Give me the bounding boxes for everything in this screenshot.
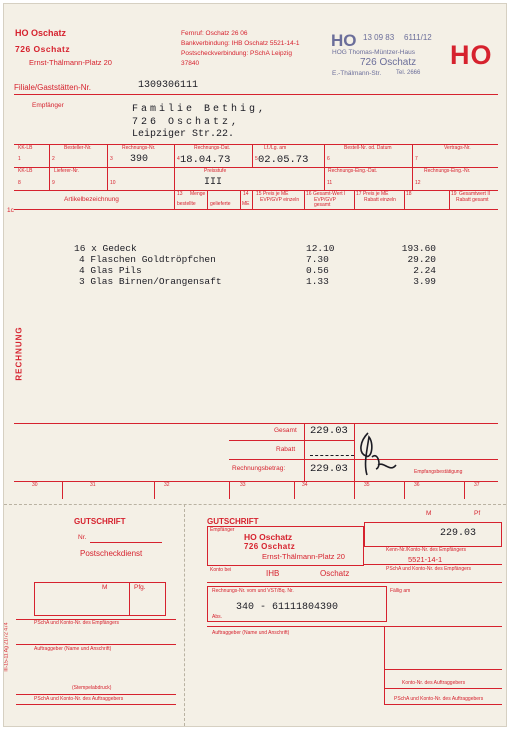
sender-name: HO Oschatz <box>15 28 67 38</box>
field-num-1: 1 <box>18 156 21 162</box>
credit-left-account: PSchA und Konto-Nr. des Empfängers <box>34 620 120 626</box>
strip-num-35: 35 <box>364 482 370 488</box>
strip-num-36: 36 <box>414 482 420 488</box>
field-num-19: 19 <box>451 191 457 197</box>
signature-mark <box>354 429 402 479</box>
item-unit-price: 12.10 <box>306 243 335 254</box>
recipient-line-2: 726 Oschatz, <box>132 116 241 128</box>
side-label-rechnung: RECHNUNG <box>14 326 24 381</box>
strip-num-31: 31 <box>90 482 96 488</box>
perforation-line <box>4 504 506 505</box>
col-preis-je-me: 15 Preis je ME <box>256 191 289 197</box>
stamp-phone: Tel. 2666 <box>396 70 421 76</box>
stamp-code: 6111/12 <box>404 33 432 42</box>
perforation-vertical <box>184 504 185 726</box>
credit-right-reference: 340 - 61111804390 <box>236 602 339 613</box>
table-row <box>74 276 436 287</box>
field-num-4: 4 <box>177 156 180 162</box>
col-bestellte: bestellte <box>177 201 196 207</box>
item-total: 193.60 <box>401 243 436 254</box>
credit-left-account2: PSchA und Konto-Nr. des Auftraggebers <box>34 696 124 702</box>
col-menge: Menge <box>190 191 206 197</box>
credit-right-empfaenger-label: Empfänger <box>210 527 235 533</box>
line-items-table <box>74 243 436 287</box>
field-vertrags-nr: Vertrags-Nr. <box>444 145 471 151</box>
col-gesamtwert-2: Gesamtwert II <box>459 191 491 197</box>
credit-right-konto-bei: Konto bei <box>210 567 232 573</box>
field-rechnung-nr: Rechnungs-Nr. <box>122 145 156 151</box>
field-num-6: 6 <box>327 156 330 162</box>
credit-right-konto-auftr: Konto-Nr. des Auftraggebers <box>402 680 466 686</box>
col-rabatt-einzeln: Rabatt einzeln <box>364 197 396 203</box>
item-total: 2.24 <box>413 265 436 276</box>
total-label: Gesamt <box>274 427 297 434</box>
recipient-label: Empfänger <box>32 102 64 109</box>
field-num-13: 13 <box>177 191 183 197</box>
invoice-date: 18.04.73 <box>180 154 231 166</box>
recipient-address <box>132 104 267 142</box>
field-num-11: 11 <box>327 180 333 186</box>
item-unit-price: 1.33 <box>306 276 329 287</box>
stamp-org: HOG Thomas-Müntzer-Haus <box>332 49 415 56</box>
credit-right-bank-city: Oschatz <box>320 569 350 578</box>
table-row <box>74 243 436 254</box>
item-total: 3.99 <box>413 276 436 287</box>
credit-left-nr-label: Nr. <box>78 534 87 541</box>
col-evp-gesamt: EVP/GVP gesamt <box>314 197 336 208</box>
item-unit-price: 7.30 <box>306 254 329 265</box>
strip-num-34: 34 <box>302 482 308 488</box>
credit-right-auftraggeber: Auftraggeber (Name und Anschrift) <box>212 630 290 636</box>
form-code: III-15-11 Ag 21/72 474 <box>3 622 10 672</box>
credit-left-pfg: Pfg. <box>134 584 146 591</box>
col-preis-je-me-2: 17 Preis je ME <box>356 191 389 197</box>
delivery-date: 02.05.73 <box>258 154 309 166</box>
sender-city: 726 Oschatz <box>15 44 71 54</box>
stamp-date: 13 09 83 <box>363 33 395 42</box>
credit-right-bank: IHB <box>266 569 280 578</box>
giro-text: Postscheckverbindung: PSchA Leipzig <box>181 50 292 57</box>
phone-text: Fernruf: Oschatz 26 06 <box>181 30 248 37</box>
contact-block <box>181 29 300 69</box>
field-kk-lb: KK-LB <box>18 145 33 151</box>
credit-left-m: M <box>102 584 108 591</box>
col-gelieferte: gelieferte <box>210 201 231 207</box>
field-num-5: 5 <box>255 156 258 162</box>
credit-slip-left-title: GUTSCHRIFT <box>74 517 126 526</box>
item-desc: 4 Flaschen Goldtröpfchen <box>79 254 216 265</box>
stamp-city: 726 Oschatz <box>360 57 417 68</box>
bank-text: Bankverbindung: IHB Oschatz 5521-14-1 <box>181 40 300 47</box>
credit-right-pscha-auftr: PSchA und Konto-Nr. des Auftraggebers <box>394 696 484 702</box>
field-num-7: 7 <box>415 156 418 162</box>
credit-right-rechnung-label: Rechnungs-Nr. vom und VST/Bq. Nr. <box>212 588 294 594</box>
strip-num-37: 37 <box>474 482 480 488</box>
field-num-14: 14 <box>243 191 249 197</box>
field-num-9: 9 <box>52 180 55 186</box>
recipient-line-1: Familie Bethig, <box>132 104 268 115</box>
credit-right-pscha-label: PSchA und Konto-Nr. des Empfängers <box>386 566 472 572</box>
field-preisstufe: Preisstufe <box>204 168 227 174</box>
strip-num-32: 32 <box>164 482 170 488</box>
field-num-3: 3 <box>110 156 113 162</box>
field-num-12: 12 <box>415 180 421 186</box>
sender-block <box>15 28 112 67</box>
stamp-street: E.-Thälmann-Str. <box>332 70 382 77</box>
field-besteller-nr: Besteller-Nr. <box>64 145 92 151</box>
credit-right-city: 726 Oschatz <box>244 542 296 551</box>
invoice-amount-label: Rechnungsbetrag: <box>232 465 286 472</box>
field-num-2: 2 <box>52 156 55 162</box>
strip-num-33: 33 <box>240 482 246 488</box>
credit-right-name: HO Oschatz <box>244 532 293 542</box>
invoice-number: 390 <box>130 154 149 165</box>
credit-right-m: M <box>426 510 432 517</box>
invoice-sheet <box>3 3 507 727</box>
field-rechnung-dat: Rechnungs-Dat. <box>194 145 231 151</box>
branch-number: 1309306111 <box>138 80 199 91</box>
invoice-amount-value: 229.03 <box>310 463 348 475</box>
credit-right-kenn-value: 5521-14-1 <box>408 555 443 564</box>
item-desc: 4 Glas Pils <box>79 265 142 276</box>
credit-left-auftraggeber: Auftraggeber (Name und Anschrift) <box>34 646 112 652</box>
field-rechnungs-eing-nr: Rechnungs-Eing.-Nr. <box>424 168 471 174</box>
credit-slip-right-title: GUTSCHRIFT <box>207 517 259 526</box>
discount-dash <box>310 455 354 456</box>
field-lieferer-nr: Lieferer-Nr. <box>54 168 80 174</box>
credit-right-amount: 229.03 <box>440 528 477 539</box>
item-desc: 3 Glas Birnen/Orangensaft <box>79 276 222 287</box>
col-evp-einzeln: EVP/GVP einzeln <box>260 197 300 203</box>
col-gesamtwert: 16 Gesamt-Wert I <box>306 191 346 197</box>
giro-number: 37840 <box>181 60 200 67</box>
ho-logo: HO <box>450 40 493 70</box>
col-artikel: Artikelbezeichnung <box>64 196 119 203</box>
col-rabatt-gesamt: Rabatt gesamt <box>456 197 489 203</box>
credit-right-kenn-label: Kenn-Nr./Konto-Nr. des Empfängers <box>386 547 467 553</box>
strip-num-30: 30 <box>32 482 38 488</box>
field-rechnungs-eing: Rechnungs-Eing.-Dat. <box>328 168 378 174</box>
field-bestell-nr: Bestell-Nr. od. Datum <box>344 145 392 151</box>
credit-left-amount-box <box>34 582 166 616</box>
item-unit-price: 0.56 <box>306 265 329 276</box>
credit-right-street: Ernst-Thälmann-Platz 20 <box>262 552 345 561</box>
col-me: ME <box>242 201 250 207</box>
item-desc: 16 x Gedeck <box>74 243 137 254</box>
branch-label: Filiale/Gaststätten-Nr. <box>14 83 91 92</box>
field-num-8: 8 <box>18 180 21 186</box>
credit-left-service: Postscheckdienst <box>80 549 143 558</box>
table-row <box>74 265 436 276</box>
recipient-line-3: Leipziger Str.22. <box>132 129 235 140</box>
margin-label: 1c <box>7 207 14 214</box>
credit-right-faellig: Fällig am <box>390 588 411 594</box>
field-lf-dat: Lf./Lg. am <box>264 145 287 151</box>
business-stamp <box>330 30 442 82</box>
price-level: III <box>204 177 223 188</box>
table-row <box>74 254 436 265</box>
credit-right-abs: Abs. <box>212 614 223 620</box>
field-num-10: 10 <box>110 180 116 186</box>
receipt-confirmation-label: Empfangsbestätigung <box>414 469 463 475</box>
sender-street: Ernst-Thälmann-Platz 20 <box>29 58 112 67</box>
stamp-ho: HO <box>331 31 357 50</box>
total-value: 229.03 <box>310 425 348 437</box>
field-kk-lb-2: KK-LB <box>18 168 33 174</box>
credit-left-stempel: (Stempelabdruck) <box>72 685 112 691</box>
discount-label: Rabatt <box>276 446 296 453</box>
credit-right-pf: Pf <box>474 510 481 517</box>
item-total: 29.20 <box>407 254 436 265</box>
field-num-18: 18 <box>406 191 412 197</box>
